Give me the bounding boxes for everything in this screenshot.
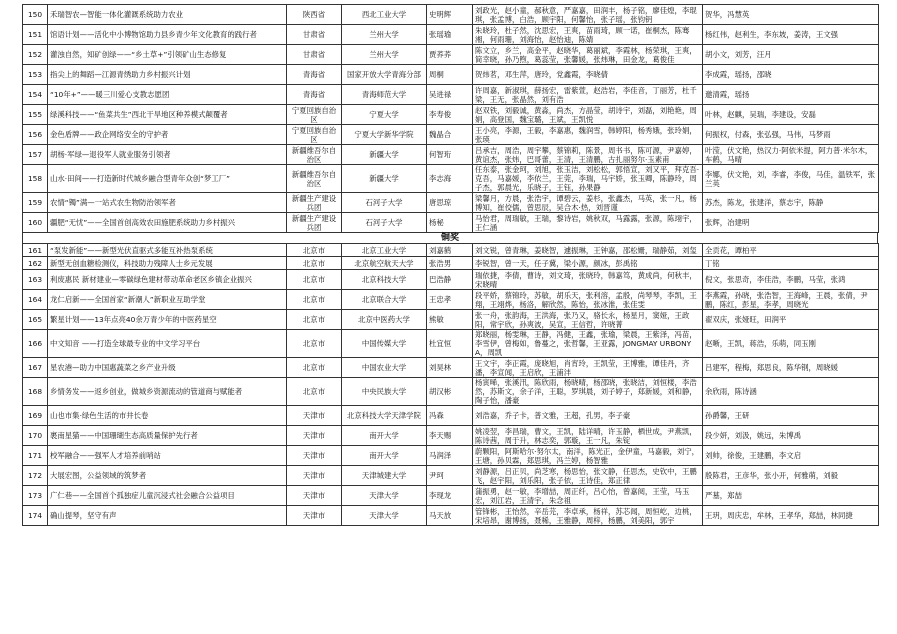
team-members: 王文宇，李正霞，庞晓旭，肖宵玲，王凯莹，王博雅，谭佳丹，齐潘，李宣闻，王启欣，王浦沣: [473, 358, 703, 378]
team-leader: 李现龙: [427, 486, 473, 506]
team-members: 赵双铁，刘毅诚，黄淼，尚杰，方晶莹，胡诗宇，刘磊，刘艳艳，周娟，高登国，魏宝璐，王斌，王凯悦: [473, 105, 703, 125]
team-members: 陈文立，乡兰，高金平，赵晓华，葛丽斌，李霞林，杨荣琪，王爽，简幸晓，孙乃煦，葛蕊莹，张馨媛，张炜琳，田金龙，葛俊佳: [473, 45, 703, 65]
school: 北京联合大学: [342, 290, 427, 310]
advisors: 赵晰，王凯，蒋浩，乐萌，同玉刚: [703, 330, 879, 358]
project-name: 乡情务发——返乡创业，做城乡资源流动的管道商与赋能者: [48, 378, 287, 406]
advisors: 余欣雨，陈诗涵: [703, 378, 879, 406]
team-members: 吕承吉，周浩，周宇攀，蔡锦莉，陈景，周书书，陈可源，尹嘉婷，黄谊杰，张炜，巴哥蕾，王清，王清鹏，古扎丽努尔·玉素甫: [473, 145, 703, 165]
project-name: 大展宏图，公益领域的筑梦者: [48, 466, 287, 486]
school: 中国传媒大学: [342, 330, 427, 358]
team-leader: 李天赐: [427, 426, 473, 446]
project-name: 灌浊自然，知矿创绿——“乡土草+”引领矿山生态修复: [48, 45, 287, 65]
advisors: 李成霞，瑶扬，邵晓: [703, 65, 879, 85]
advisors: 张辉，冶建明: [703, 213, 879, 233]
table-row: [23, 310, 879, 330]
project-name: 山水·田间——打造新时代城乡融合型青年众创“梦工厂”: [48, 165, 287, 193]
team-members: 任东泰，张金珂，刘旭，张玉洁，刘松松，郭悟宣，刘又平，拜克吾·克吾，马嘉媛，李依兰，王莞，李瑞，马宇娇，张玉卿，陈静玲，周子杰，郭晨光，乐晓子，王钰，孙果静: [473, 165, 703, 193]
row-number: 158: [23, 165, 48, 193]
team-leader: 史明辉: [427, 5, 473, 25]
school: 中国农业大学: [342, 358, 427, 378]
team-leader: 李志海: [427, 165, 473, 193]
team-members: 段平娇，蔡锦玲，苏敏，胡乐天，张利溶，孟殷，尚琴琴，李凯，王翔，王翊烨，杨洛，解欣然，陈怡，张冰淮，张佳雯: [473, 290, 703, 310]
table-row: [23, 244, 879, 257]
province: 青海省: [287, 65, 342, 85]
project-name: 金色盾牌——政企网络安全的守护者: [48, 125, 287, 145]
project-name: 胡杨·军绿—退役军人就业服务引领者: [48, 145, 287, 165]
team-members: 蒲振勇，赵一敏，李增喆，周正纤，吕心怡，曾嘉阅，王莹，马玉宏，刘江岩，王清宇，朱念祖: [473, 486, 703, 506]
row-number: 173: [23, 486, 48, 506]
row-number: 154: [23, 85, 48, 105]
row-number: 155: [23, 105, 48, 125]
province: 宁夏回族自治区: [287, 105, 342, 125]
team-leader: 贾荞荞: [427, 45, 473, 65]
school: 宁夏大学新华学院: [342, 125, 427, 145]
team-members: 王小亮，李源，王毅，李嘉惠，魏润雪，韩婷阳，杨秀娥，张玲娟，张瑛: [473, 125, 703, 145]
table-row: [23, 330, 879, 358]
team-members: 刘浩嘉，乔子卡，普文雅，王超，孔男，李子豪: [473, 406, 703, 426]
row-number: 160: [23, 213, 48, 233]
team-leader: 刘昊林: [427, 358, 473, 378]
school: 南开大学: [342, 426, 427, 446]
advisors: 孙爵馨，王研: [703, 406, 879, 426]
school: 新疆大学: [342, 165, 427, 193]
province: 天津市: [287, 466, 342, 486]
row-number: 174: [23, 506, 48, 526]
row-number: 165: [23, 310, 48, 330]
team-members: 刘政光，赵小童，郝秋意，严嘉嘉，田润丰，杨子铭，廖佳煌，李琨琪，张孟博，白浩，顾宇阳，何馨怡，张子瑶，张钧钥: [473, 5, 703, 25]
province: 甘肃省: [287, 25, 342, 45]
table-row: [23, 125, 879, 145]
team-leader: 杜宜恒: [427, 330, 473, 358]
advisors: 叶林，赵麒，吴瑞，李建设，安磊: [703, 105, 879, 125]
school: 兰州大学: [342, 45, 427, 65]
advisors: 翟双庆，张娅旺，田润平: [703, 310, 879, 330]
team-members: 姚凌翌，李昌瑞，曹文，王凯，陆详晴，许玉静，栖世成，尹燕凯，陈诗茜，周于升，林志奕，郭璇，王一凡，朱锭: [473, 426, 703, 446]
advisors: 全贡花，谭柏平: [703, 244, 879, 257]
team-leader: 杨秘: [427, 213, 473, 233]
province: 北京市: [287, 310, 342, 330]
advisors: 李燕霞，孙晓，张浩智，王海峰，王晨，张倩，尹鹏，陈红，彭星，李孝，周晓光: [703, 290, 879, 310]
table-row: [23, 406, 879, 426]
team-leader: 李寿俊: [427, 105, 473, 125]
province: 新疆生产建设兵团: [287, 193, 342, 213]
team-members: 郑晓丽，杨雯琳，王静，冯健，王鑫，张瑜，梁晨，王紫泽，冯苗，李雪伊，曾梅如，鲁蔓之，张哲馨，王亚露，JONGMAY URBONYA，周凯: [473, 330, 703, 358]
province: 新疆生产建设兵团: [287, 213, 342, 233]
advisors: 邀清霞，瑶扬: [703, 85, 879, 105]
team-members: 张一舟，张韵海，王洪海，张乃又，骆长永，杨星月，窦娅，王政阳，常宇欣，孙爽波，吴宣，王信哲，许晓菁: [473, 310, 703, 330]
table-row: [23, 213, 879, 233]
team-members: 贺炜茗，邓生萍，唐玲，党鑫霞，李晓倩: [473, 65, 703, 85]
province: 北京市: [287, 330, 342, 358]
table-row: [23, 193, 879, 213]
project-name: 绿溪科技——“鱼菜共生”西北干旱地区种养模式颠覆者: [48, 105, 287, 125]
row-number: 156: [23, 125, 48, 145]
advisors: 苏杰，陈龙，张建洋，蔡志宇，陈静: [703, 193, 879, 213]
team-members: 管锋彬，王怡然，辛岳芫，李卓承，杨祥，苏芯闻，周恒屹，边桃，宋培昂，谢博扬，聂稀，王雅静，周梓，杨鹏，刘美阳，郭宇: [473, 506, 703, 526]
advisors: 杨红伟，赵利生，李东坡，姜涛，王文强: [703, 25, 879, 45]
row-number: 151: [23, 25, 48, 45]
table-row: [23, 145, 879, 165]
province: 天津市: [287, 486, 342, 506]
province: 新疆维吾尔自治区: [287, 165, 342, 193]
team-members: 李锐智，曾一天，任子冀，梁小源，颜冰，彭禹铭: [473, 257, 703, 270]
gold-table: [22, 4, 879, 233]
team-leader: 张瑶瑜: [427, 25, 473, 45]
province: 新疆维吾尔自治区: [287, 145, 342, 165]
province: 青海省: [287, 85, 342, 105]
team-members: 梁馨月，方晨，张浩宇，谭碧云，姜杉，张鑫杰，马英，张一凡，杨博知，崔佼儒，曾思辰，吴合木·热，刘晋谨: [473, 193, 703, 213]
team-leader: 王忠孝: [427, 290, 473, 310]
school: 青海师范大学: [342, 85, 427, 105]
project-name: 农情“镯”满—一站式农生物防治领军者: [48, 193, 287, 213]
advisors: 李娜，伏文艳，刘，李睿，李俊，马佳，温铁军，张兰英: [703, 165, 879, 193]
row-number: 157: [23, 145, 48, 165]
row-number: 172: [23, 466, 48, 486]
team-members: 杨寅晞，张溪汛，陈欣雨，杨晓晴，杨邵晓，张晓洁，刘恒楼，李浩然，苏斯文，余子洋，王聪，罗琪晨，刘子婷子，郑新媛，刘和静，陶子怡，潘豪: [473, 378, 703, 406]
row-number: 153: [23, 65, 48, 85]
province: 陕西省: [287, 5, 342, 25]
row-number: 166: [23, 330, 48, 358]
row-number: 167: [23, 358, 48, 378]
school: 北京工业大学: [342, 244, 427, 257]
school: 天津大学: [342, 506, 427, 526]
school: 新疆大学: [342, 145, 427, 165]
project-name: “泵发新能”——新型光伏直驱式多能互补热泵系统: [48, 244, 287, 257]
school: 南开大学: [342, 446, 427, 466]
row-number: 150: [23, 5, 48, 25]
school: 中央民族大学: [342, 378, 427, 406]
table-row: [23, 5, 879, 25]
team-leader: 尹珂: [427, 466, 473, 486]
table-row: [23, 105, 879, 125]
team-leader: 何智珩: [427, 145, 473, 165]
row-number: 159: [23, 193, 48, 213]
team-members: 许周嘉，新淑琪，薛扬宏，雷紫萱，赵浩岩，李佳音，丁丽芳，杜千梁，王无，张晶然，刘有浩: [473, 85, 703, 105]
team-leader: 巴浩静: [427, 270, 473, 290]
school: 宁夏大学: [342, 105, 427, 125]
advisors: 刘帅，徐俊，王建鹏，李文启: [703, 446, 879, 466]
province: 甘肃省: [287, 45, 342, 65]
team-members: 马怡君，周瑞敏，王瑞，黎诗岩，姚秋双，马露露，张源，陈翊宇，王仁涵: [473, 213, 703, 233]
advisors: 胡小文，刘芳，汪月: [703, 45, 879, 65]
table-row: [23, 65, 879, 85]
row-number: 161: [23, 244, 48, 257]
school: 兰州大学: [342, 25, 427, 45]
table-row: [23, 270, 879, 290]
row-number: 169: [23, 406, 48, 426]
table-row: [23, 466, 879, 486]
province: 北京市: [287, 257, 342, 270]
advisors: 倪文，张思奇，李佳浩，李鹏，马莹，张鸿: [703, 270, 879, 290]
row-number: 163: [23, 270, 48, 290]
province: 北京市: [287, 378, 342, 406]
advisors: 殷陈君，王彦华，张小开，何雅萌，刘毅: [703, 466, 879, 486]
team-leader: 魏晶合: [427, 125, 473, 145]
project-name: 利废惠民 新材建业—零碳绿色建材带动革命老区乡镇企业振兴: [48, 270, 287, 290]
project-name: 校军融合——强军人才培养前哨站: [48, 446, 287, 466]
team-leader: 胡汉彬: [427, 378, 473, 406]
advisors: 段少妍，刘汲，姚远，朱博禹: [703, 426, 879, 446]
project-name: 山也市集·绿色生活的市井长卷: [48, 406, 287, 426]
team-leader: 马天放: [427, 506, 473, 526]
table-row: [23, 506, 879, 526]
team-leader: 马润泽: [427, 446, 473, 466]
project-name: 疆肥“无忧”——全国首创高效农田施肥系统助力乡村振兴: [48, 213, 287, 233]
project-name: 繁星计划——13年点亮40余万青少年的中医药星空: [48, 310, 287, 330]
province: 北京市: [287, 290, 342, 310]
bronze-table: [22, 243, 879, 526]
row-number: 171: [23, 446, 48, 466]
team-leader: 熊敏: [427, 310, 473, 330]
team-leader: 周桐: [427, 65, 473, 85]
team-members: 刘静源，吕正贝，尚芝寒，杨思怡，张文静，任思杰，史钦中，王鹏飞，赵宇阳，刘乐阳，张子依，王诗佳，郑正律: [473, 466, 703, 486]
school: 国家开放大学青海分部: [342, 65, 427, 85]
school: 北京科技大学: [342, 270, 427, 290]
province: 北京市: [287, 270, 342, 290]
project-name: 广仁巷——全国首个孤独症儿童沉浸式社会融合公益项目: [48, 486, 287, 506]
team-leader: 唐思琼: [427, 193, 473, 213]
school: 天津城建大学: [342, 466, 427, 486]
school: 石河子大学: [342, 193, 427, 213]
award-list-sheet: [22, 4, 878, 526]
province: 天津市: [287, 446, 342, 466]
table-row: [23, 257, 879, 270]
table-row: [23, 45, 879, 65]
table-row: [23, 378, 879, 406]
table-row: [23, 426, 879, 446]
advisors: 何振权，付森，张弘强，马伟，马梦雨: [703, 125, 879, 145]
project-name: “10年+”——暖三川爱心支教志愿团: [48, 85, 287, 105]
row-number: 170: [23, 426, 48, 446]
project-name: 馆语计划——活化中小博物馆助力县乡青少年文化教育的践行者: [48, 25, 287, 45]
school: 北京中医药大学: [342, 310, 427, 330]
table-row: [23, 85, 879, 105]
row-number: 162: [23, 257, 48, 270]
table-row: [23, 290, 879, 310]
row-number: 168: [23, 378, 48, 406]
school: 北京航空航天大学: [342, 257, 427, 270]
team-leader: 张浩男: [427, 257, 473, 270]
team-members: 刘文锐，曾青琳，姜晓智，遽振琳，王钟嘉，邵松姗，瑞静茹，刘玺: [473, 244, 703, 257]
project-name: 指尖上的舞蹈—江源青绣助力乡村振兴计划: [48, 65, 287, 85]
school: 西北工业大学: [342, 5, 427, 25]
team-members: 朱晓玲，杜子然，沈思宏，王爽，苗雨琦，顾一诺，崔桐杰，陈骞湘，何雨珊，刘海怡，赵怡迪，陈婧: [473, 25, 703, 45]
project-name: 裹南星猫——中国珊瑚生态高质量保护先行者: [48, 426, 287, 446]
school: 石河子大学: [342, 213, 427, 233]
team-members: 蔚颗阳，阿斯哈尔·努尔太，南洋，陈光正，金伊童，马嘉毅，刘宁，王塘，孙贝霖，郑思琪，冯兰婷，杨智雅: [473, 446, 703, 466]
province: 天津市: [287, 406, 342, 426]
table-row: [23, 446, 879, 466]
team-leader: 吴进禄: [427, 85, 473, 105]
project-name: 禾瑞智农—智能一体化灌溉系统助力农业: [48, 5, 287, 25]
province: 北京市: [287, 358, 342, 378]
project-name: 星农港—助力中国惠蔬菜之乡产业升级: [48, 358, 287, 378]
advisors: 贺华，冯慧英: [703, 5, 879, 25]
project-name: 龙仁启新——全国首家“新潮人”新职业互助学堂: [48, 290, 287, 310]
province: 天津市: [287, 506, 342, 526]
advisors: 严墓，郑喆: [703, 486, 879, 506]
province: 北京市: [287, 244, 342, 257]
advisors: 丁铭: [703, 257, 879, 270]
table-row: [23, 25, 879, 45]
team-leader: 冯森: [427, 406, 473, 426]
province: 宁夏回族自治区: [287, 125, 342, 145]
team-members: 瑞依捷，李倩，曹诗，刘文琦，张晓玲，韩嘉笃，黄成尚，何秋丰，宋晓晴: [473, 270, 703, 290]
school: 北京科技大学天津学院: [342, 406, 427, 426]
table-row: [23, 486, 879, 506]
table-row: [23, 358, 879, 378]
project-name: 确山提琴，坚守有声: [48, 506, 287, 526]
advisors: 吕建军，程梅，郑思良，陈华钢，周晓媛: [703, 358, 879, 378]
row-number: 152: [23, 45, 48, 65]
advisors: 王玥，周庆忠，牟林，王孝华，郑喆，林同捷: [703, 506, 879, 526]
project-name: 中文知音 ——打造全球最专业的中文学习平台: [48, 330, 287, 358]
team-leader: 刘嘉鹤: [427, 244, 473, 257]
project-name: 新型无创血糖检测仪，科技助力残障人士乡元发展: [48, 257, 287, 270]
province: 天津市: [287, 426, 342, 446]
row-number: 164: [23, 290, 48, 310]
tier-label-bronze: 铜奖: [22, 233, 878, 243]
school: 天津大学: [342, 486, 427, 506]
advisors: 叶滢，伏文艳，热汉力·阿依米提，阿力普·米尔木，车鹤，马晴: [703, 145, 879, 165]
table-row: [23, 165, 879, 193]
